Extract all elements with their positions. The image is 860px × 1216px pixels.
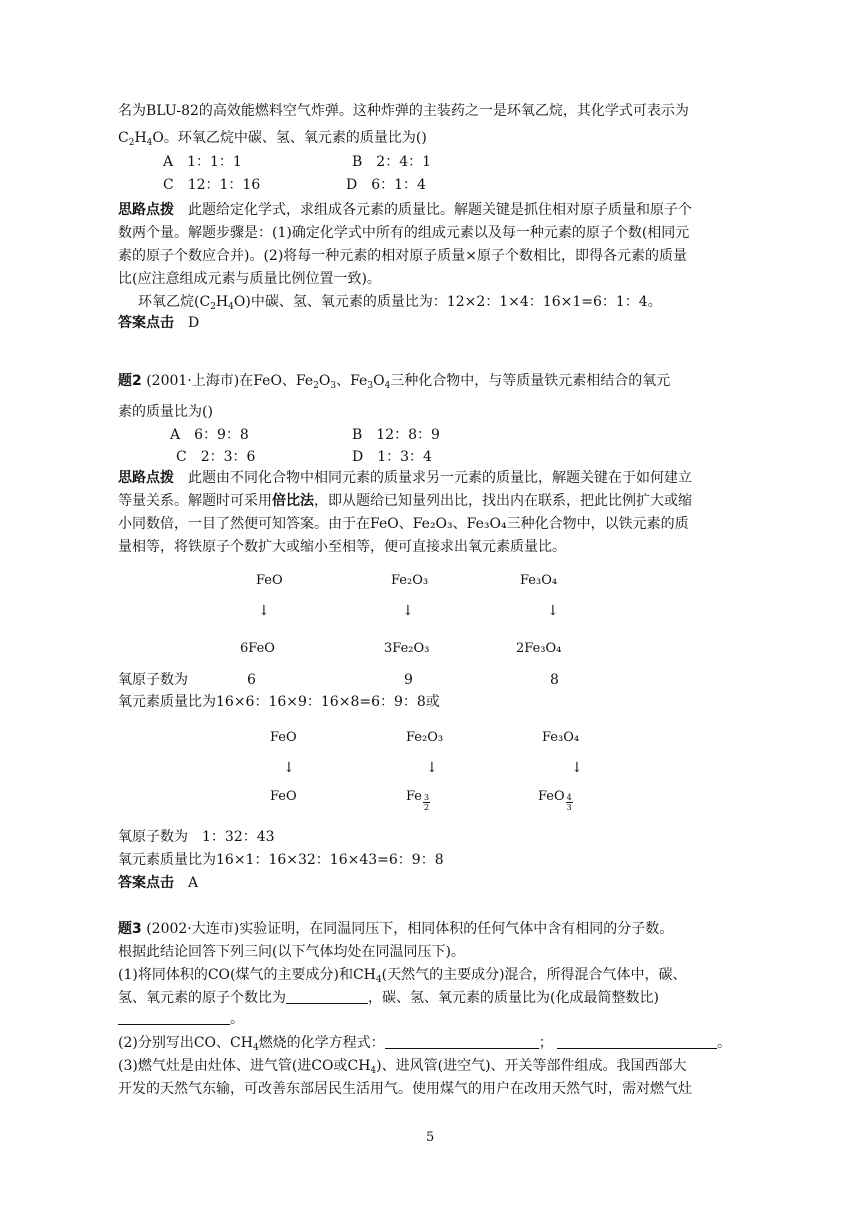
- calc-line: 环氧乙烷$(C_2H_4O)$中碳、氢、氧元素的质量比为：12×2：1×4：16×1=6：1：4。: [138, 294, 662, 312]
- analysis-line-1: 思路点拨 此题给定化学式，求组成各元素的质量比。解题关键是抓住相对原子质量和原子个: [118, 202, 692, 218]
- q2-label: 题2: [118, 373, 142, 389]
- arrow-down-icon: ↓: [258, 603, 270, 619]
- scheme1-top-3: Fe₃O₄: [520, 573, 558, 588]
- answer-line-1: 答案点击 D: [118, 315, 200, 331]
- answer-line-2: 答案点击 A: [118, 875, 199, 891]
- scheme1-bottom-1: 6FeO: [240, 641, 275, 656]
- scheme1-top-1: FeO: [256, 573, 283, 588]
- q3-line-6: (2)分别写出CO、$CH_4$燃烧的化学方程式： ； 。: [118, 1035, 732, 1053]
- scheme2-mass-line: 氧元素质量比为16×1：16×32：16×43=6：9：8: [118, 852, 444, 868]
- scheme1-mass-line: 氧元素质量比为16×6：16×9：16×8=6：9：8或: [118, 694, 440, 710]
- answer-blank[interactable]: [286, 989, 368, 1004]
- analysis-line-3: 素的原子个数应合并)。(2)将每一种元素的相对原子质量×原子个数相比，即得各元素的质量: [118, 248, 688, 264]
- method-name: 倍比法: [272, 493, 314, 509]
- analysis-line-2: 数两个量。解题步骤是：(1)确定化学式中所有的组成元素以及每一种元素的原子个数(相同元: [118, 225, 690, 241]
- option-c: C 12：1：16: [163, 177, 261, 193]
- q2-option-b: B 12：8：9: [352, 427, 440, 443]
- scheme1-count-1: 6: [247, 672, 256, 688]
- scheme2-bottom-2: Fe $\frac{3}{2}$: [406, 789, 430, 812]
- scheme2-top-3: Fe₃O₄: [542, 730, 580, 745]
- fraction-three-halves: $\frac{3}{2}$: [424, 793, 430, 812]
- arrow-down-icon: ↓: [571, 760, 583, 776]
- q3-line-5: 。: [118, 1008, 244, 1030]
- scheme2-top-1: FeO: [270, 730, 297, 745]
- analysis-label: 思路点拨: [118, 202, 174, 218]
- q2-line-1: 题2 (2001·上海市)在FeO、$Fe_2O_3$、$Fe_3O_4$三种化合物中，与等质量铁元素相结合的氧元: [118, 373, 671, 391]
- scheme1-count-2: 9: [404, 672, 413, 688]
- q3-line-1: 题3 (2002·大连市)实验证明，在同温同压下，相同体积的任何气体中含有相同的分子数。: [118, 921, 674, 937]
- fraction-four-thirds: $\frac{4}{3}$: [566, 793, 572, 812]
- arrow-down-icon: ↓: [547, 603, 559, 619]
- q2-option-d: D 1：3：4: [352, 449, 432, 465]
- analysis-line-4: 比(应注意组成元素与质量比例位置一致)。: [118, 271, 381, 287]
- option-a: A 1：1：1: [163, 154, 242, 170]
- arrow-down-icon: ↓: [426, 760, 438, 776]
- scheme2-top-2: Fe₂O₃: [406, 730, 444, 745]
- scheme2-bottom-1: FeO: [270, 789, 297, 804]
- arrow-down-icon: ↓: [283, 760, 295, 776]
- option-d: D 6：1：4: [346, 177, 426, 193]
- intro-line-2: $C_2H_4O$。环氧乙烷中碳、氢、氧元素的质量比为(): [118, 130, 427, 148]
- q3-line-8: 开发的天然气东输，可改善东部居民生活用气。使用煤气的用户在改用天然气时，需对燃气灶: [118, 1081, 692, 1097]
- q3-line-3: (1)将同体积的CO(煤气的主要成分)和$CH_4$(天然气的主要成分)混合，所得混合气体中，碳、: [118, 967, 687, 985]
- scheme1-count-3: 8: [550, 672, 559, 688]
- q3-label: 题3: [118, 921, 142, 937]
- q2-analysis-line-4: 量相等，将铁原子个数扩大或缩小至相等，便可直接求出氧元素质量比。: [118, 539, 566, 555]
- scheme2-count-line: 氧原子数为 1：32：43: [118, 829, 275, 845]
- scheme2-bottom-3: FeO $\frac{4}{3}$: [538, 789, 572, 812]
- q3-line-2: 根据此结论回答下列三问(以下气体均处在同温同压下)。: [118, 944, 465, 960]
- scheme1-count-label: 氧原子数为: [118, 672, 188, 688]
- q3-line-7: (3)燃气灶是由灶体、进气管(进CO或$CH_4$)、进风管(进空气)、开关等部件组成。我国西部大: [118, 1058, 687, 1076]
- answer-blank[interactable]: [118, 1010, 230, 1025]
- scheme1-bottom-2: 3Fe₂O₃: [384, 641, 430, 656]
- q2-analysis-line-3: 小同数倍，一目了然便可知答案。由于在FeO、Fe₂O₃、Fe₃O₄三种化合物中，以铁元素的质: [118, 516, 689, 532]
- scheme1-bottom-3: 2Fe₃O₄: [516, 641, 562, 656]
- q2-option-c: C 2：3：6: [176, 449, 256, 465]
- page-number: 5: [426, 1130, 435, 1145]
- intro-line-1: 名为BLU-82的高效能燃料空气炸弹。这种炸弹的主装药之一是环氧乙烷，其化学式可表示为: [118, 103, 689, 119]
- scheme1-top-2: Fe₂O₃: [391, 573, 429, 588]
- answer-blank[interactable]: [385, 1034, 539, 1049]
- arrow-down-icon: ↓: [402, 603, 414, 619]
- answer-blank[interactable]: [557, 1034, 717, 1049]
- q2-line-2: 素的质量比为(): [118, 404, 213, 420]
- q2-option-a: A 6：9：8: [170, 427, 249, 443]
- q3-line-4: 氢、氧元素的原子个数比为 ，碳、氢、氧元素的质量比为(化成最简整数比): [118, 990, 659, 1006]
- q2-analysis-line-1: 思路点拨 此题由不同化合物中相同元素的质量求另一元素的质量比，解题关键在于如何建立: [118, 470, 692, 486]
- option-b: B 2：4：1: [352, 154, 432, 170]
- q2-analysis-line-2: 等量关系。解题时可采用倍比法，即从题给已知量列出比，找出内在联系，把此比例扩大或缩: [118, 493, 692, 509]
